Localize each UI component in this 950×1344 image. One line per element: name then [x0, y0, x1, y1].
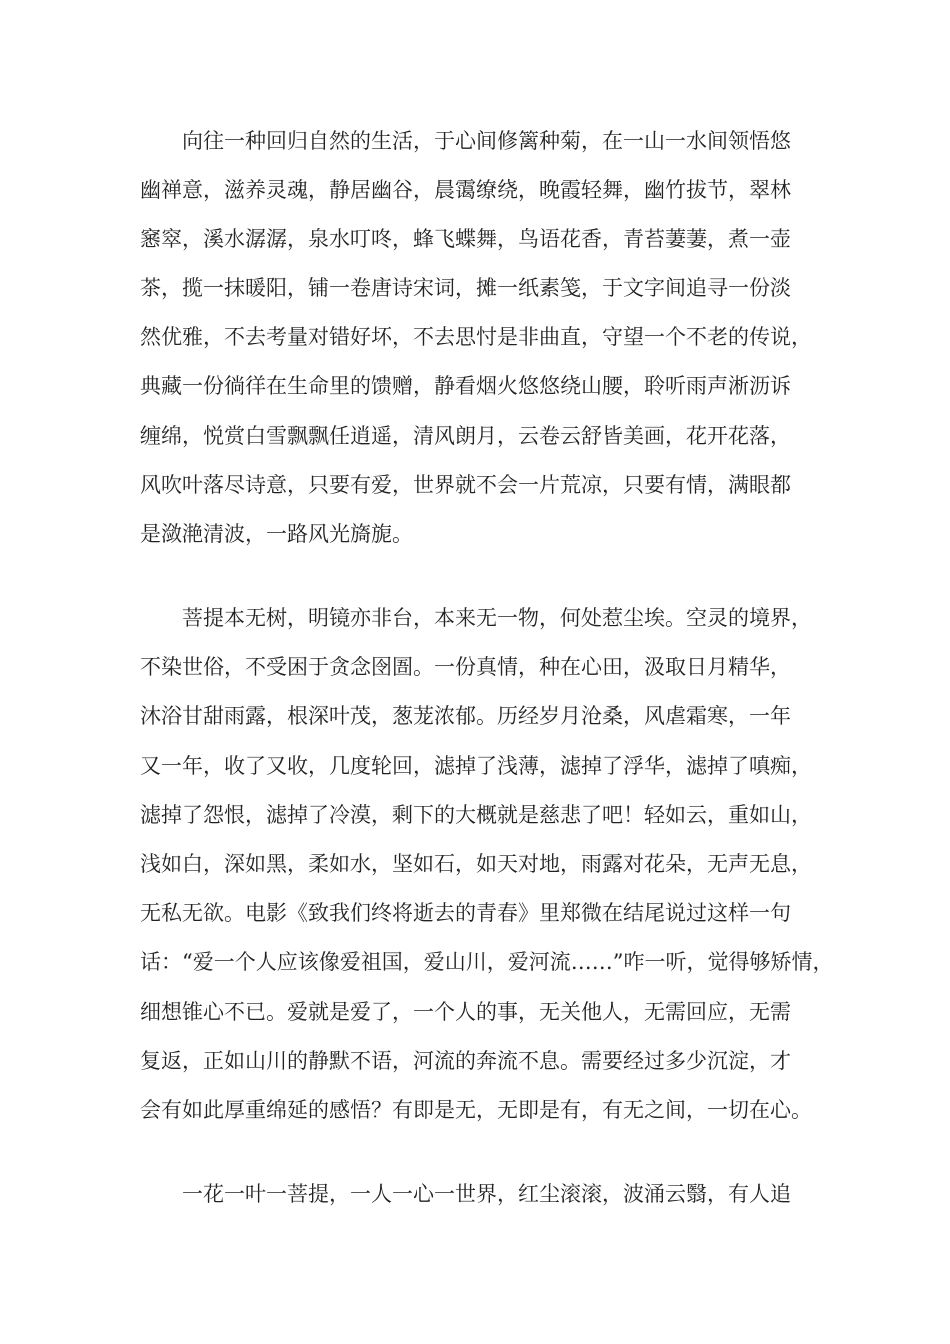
paragraph-2-line-2: 不染世俗，不受困于贪念囹圄。一份真情，种在心田，汲取日月精华， [140, 655, 791, 679]
paragraph-1-line-6: 典藏一份徜徉在生命里的馈赠，静看烟火悠悠绕山腰，聆听雨声淅沥诉 [140, 374, 791, 398]
paragraph-2-line-6: 浅如白，深如黑，柔如水，坚如石，如天对地，雨露对花朵，无声无息， [140, 852, 812, 876]
paragraph-1-line-7: 缠绵，悦赏白雪飘飘任逍遥，清风朗月，云卷云舒皆美画，花开花落， [140, 424, 791, 448]
paragraph-1-line-9: 是潋滟清波，一路风光旖旎。 [140, 522, 413, 546]
paragraph-1-line-2: 幽禅意，滋养灵魂，静居幽谷，晨霭缭绕，晚霞轻舞，幽竹拔节，翠林 [140, 178, 791, 202]
paragraph-2-line-8: 话：“爱一个人应该像爱祖国，爱山川，爱河流……”咋一听，觉得够矫情， [140, 950, 834, 974]
paragraph-1-line-1: 向往一种回归自然的生活，于心间修篱种菊，在一山一水间领悟悠 [182, 129, 791, 153]
paragraph-2-line-1: 菩提本无树，明镜亦非台，本来无一物，何处惹尘埃。空灵的境界， [182, 606, 812, 630]
paragraph-1-line-3: 窸窣，溪水潺潺，泉水叮咚，蜂飞蝶舞，鸟语花香，青苔萋萋，煮一壶 [140, 227, 791, 251]
paragraph-2-line-9: 细想锥心不已。爱就是爱了，一个人的事，无关他人，无需回应，无需 [140, 1000, 791, 1024]
paragraph-1-line-5: 然优雅，不去考量对错好坏，不去思忖是非曲直，守望一个不老的传说， [140, 325, 812, 349]
paragraph-2-line-7: 无私无欲。电影《致我们终将逝去的青春》里郑微在结尾说过这样一句 [140, 901, 791, 925]
paragraph-2-line-3: 沐浴甘甜雨露，根深叶茂，葱茏浓郁。历经岁月沧桑，风虐霜寒，一年 [140, 704, 791, 728]
paragraph-2-line-5: 滤掉了怨恨，滤掉了冷漠，剩下的大概就是慈悲了吧！轻如云，重如山， [140, 803, 812, 827]
paragraph-2-line-4: 又一年，收了又收，几度轮回，滤掉了浅薄，滤掉了浮华，滤掉了嗔痴， [140, 754, 812, 778]
paragraph-3-line-1: 一花一叶一菩提，一人一心一世界，红尘滚滚，波涌云翳，有人追 [182, 1182, 791, 1206]
paragraph-2-line-10: 复返，正如山川的静默不语，河流的奔流不息。需要经过多少沉淀，才 [140, 1049, 791, 1073]
paragraph-2-line-11: 会有如此厚重绵延的感悟？有即是无，无即是有，有无之间，一切在心。 [140, 1098, 812, 1122]
paragraph-1-line-8: 风吹叶落尽诗意，只要有爱，世界就不会一片荒凉，只要有情，满眼都 [140, 473, 791, 497]
paragraph-1-line-4: 茶，揽一抹暖阳，铺一卷唐诗宋词，摊一纸素笺，于文字间追寻一份淡 [140, 276, 791, 300]
